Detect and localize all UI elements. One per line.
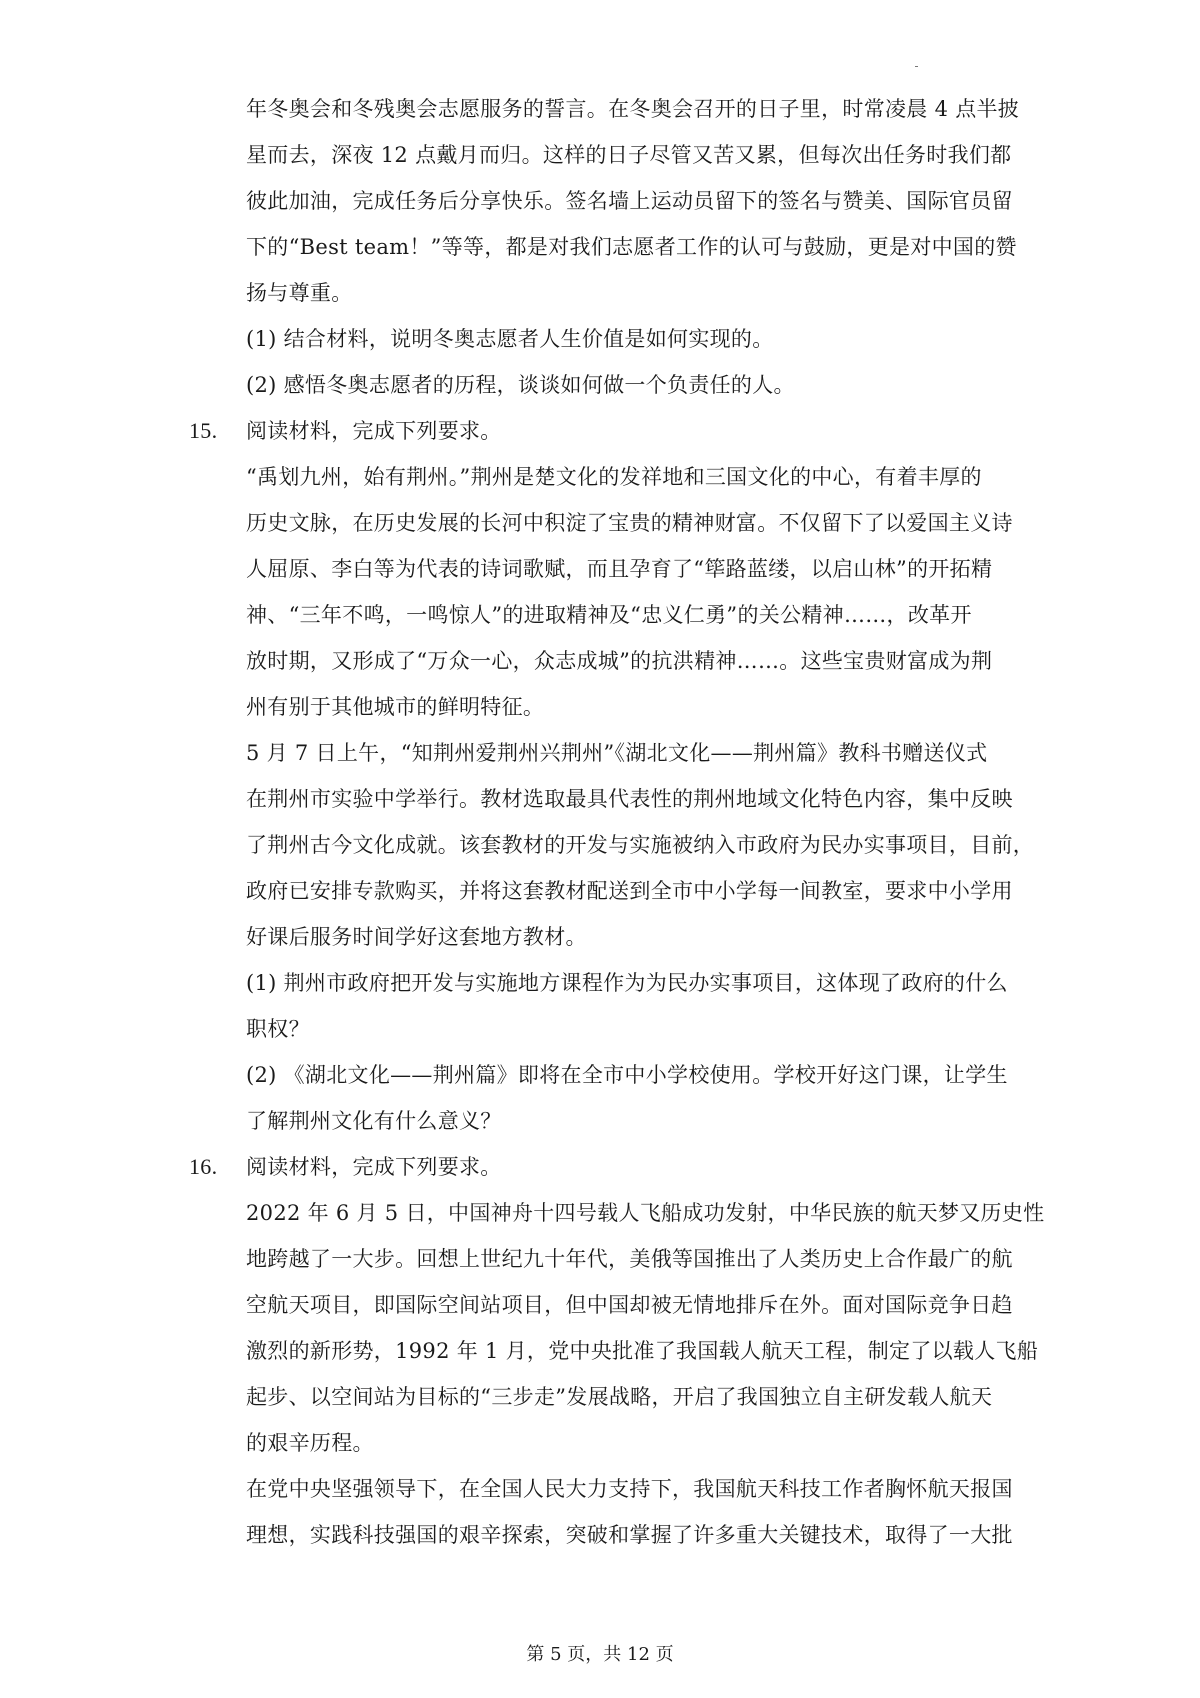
question-number: 16. — [189, 1154, 218, 1179]
text-line: 下的“Best team！”等等，都是对我们志愿者工作的认可与鼓励，更是对中国的赞 — [246, 235, 1017, 259]
q15-header — [189, 408, 1011, 454]
text-line: 放时期，又形成了“万众一心，众志成城”的抗洪精神……。这些宝贵财富成为荆 — [246, 649, 993, 673]
text-line: 在党中央坚强领导下，在全国人民大力支持下，我国航天科技工作者胸怀航天报国 — [246, 1477, 1013, 1501]
text-line: 5 月 7 日上午，“知荆州爱荆州兴荆州”《湖北文化——荆州篇》教科书赠送仪式 — [246, 741, 988, 765]
scan-mark — [915, 66, 918, 67]
text-line: 激烈的新形势，1992 年 1 月，党中央批准了我国载人航天工程，制定了以载人飞船 — [246, 1339, 1039, 1363]
q16-material-1 — [246, 1190, 1045, 1466]
q15-material-2 — [246, 730, 1035, 960]
question-number: 15. — [189, 418, 218, 443]
text-line: 2022 年 6 月 5 日，中国神舟十四号载人飞船成功发射，中华民族的航天梦又历史性 — [246, 1201, 1045, 1225]
text-line: 政府已安排专款购买，并将这套教材配送到全市中小学每一间教室，要求中小学用 — [246, 879, 1013, 903]
text-line: 空航天项目，即国际空间站项目，但中国却被无情地排斥在外。面对国际竞争日趋 — [246, 1293, 1013, 1317]
q14-subquestion-1: (1) 结合材料，说明冬奥志愿者人生价值是如何实现的。 — [246, 327, 774, 351]
q15-subquestion-2 — [246, 1052, 1011, 1144]
q14-material — [246, 86, 1020, 316]
text-line: 州有别于其他城市的鲜明特征。 — [246, 695, 545, 719]
question-prompt: 阅读材料，完成下列要求。 — [246, 419, 502, 443]
text-line: 了解荆州文化有什么意义？ — [246, 1109, 502, 1133]
q15-subquestion-1 — [246, 960, 1011, 1052]
q16-material-2 — [246, 1466, 1011, 1558]
text-line: 彼此加油，完成任务后分享快乐。签名墙上运动员留下的签名与赞美、国际官员留 — [246, 189, 1013, 213]
page-content — [189, 86, 1045, 1558]
page-footer: 第 5 页，共 12 页 — [526, 1644, 674, 1665]
text-line: (1) 荆州市政府把开发与实施地方课程作为为民办实事项目，这体现了政府的什么 — [246, 971, 1008, 995]
q15-material-1 — [246, 454, 1011, 730]
q16-header — [189, 1144, 1011, 1190]
text-line: 地跨越了一大步。回想上世纪九十年代，美俄等国推出了人类历史上合作最广的航 — [246, 1247, 1013, 1271]
text-line: 年冬奥会和冬残奥会志愿服务的誓言。在冬奥会召开的日子里，时常凌晨 4 点半披 — [246, 97, 1020, 121]
text-line: 了荆州古今文化成就。该套教材的开发与实施被纳入市政府为民办实事项目，目前， — [246, 833, 1035, 857]
q14-subquestion-2: (2) 感悟冬奥志愿者的历程，谈谈如何做一个负责任的人。 — [246, 373, 795, 397]
question-prompt: 阅读材料，完成下列要求。 — [246, 1155, 502, 1179]
text-line: 理想，实践科技强国的艰辛探索，突破和掌握了许多重大关键技术，取得了一大批 — [246, 1523, 1013, 1547]
text-line: 扬与尊重。 — [246, 281, 353, 305]
text-line: 起步、以空间站为目标的“三步走”发展战略，开启了我国独立自主研发载人航天 — [246, 1385, 993, 1409]
text-line: 在荆州市实验中学举行。教材选取最具代表性的荆州地域文化特色内容，集中反映 — [246, 787, 1013, 811]
text-line: 的艰辛历程。 — [246, 1431, 374, 1455]
text-line: “禹划九州，始有荆州。”荆州是楚文化的发祥地和三国文化的中心，有着丰厚的 — [246, 465, 982, 489]
text-line: 人屈原、李白等为代表的诗词歌赋，而且孕育了“筚路蓝缕，以启山林”的开拓精 — [246, 557, 993, 581]
text-line: (2) 《湖北文化——荆州篇》即将在全市中小学校使用。学校开好这门课，让学生 — [246, 1063, 1008, 1087]
text-line: 神、“三年不鸣，一鸣惊人”的进取精神及“忠义仁勇”的关公精神……，改革开 — [246, 603, 972, 627]
text-line: 星而去，深夜 12 点戴月而归。这样的日子尽管又苦又累，但每次出任务时我们都 — [246, 143, 1012, 167]
text-line: 历史文脉，在历史发展的长河中积淀了宝贵的精神财富。不仅留下了以爱国主义诗 — [246, 511, 1013, 535]
text-line: 职权？ — [246, 1017, 310, 1041]
text-line: 好课后服务时间学好这套地方教材。 — [246, 925, 587, 949]
